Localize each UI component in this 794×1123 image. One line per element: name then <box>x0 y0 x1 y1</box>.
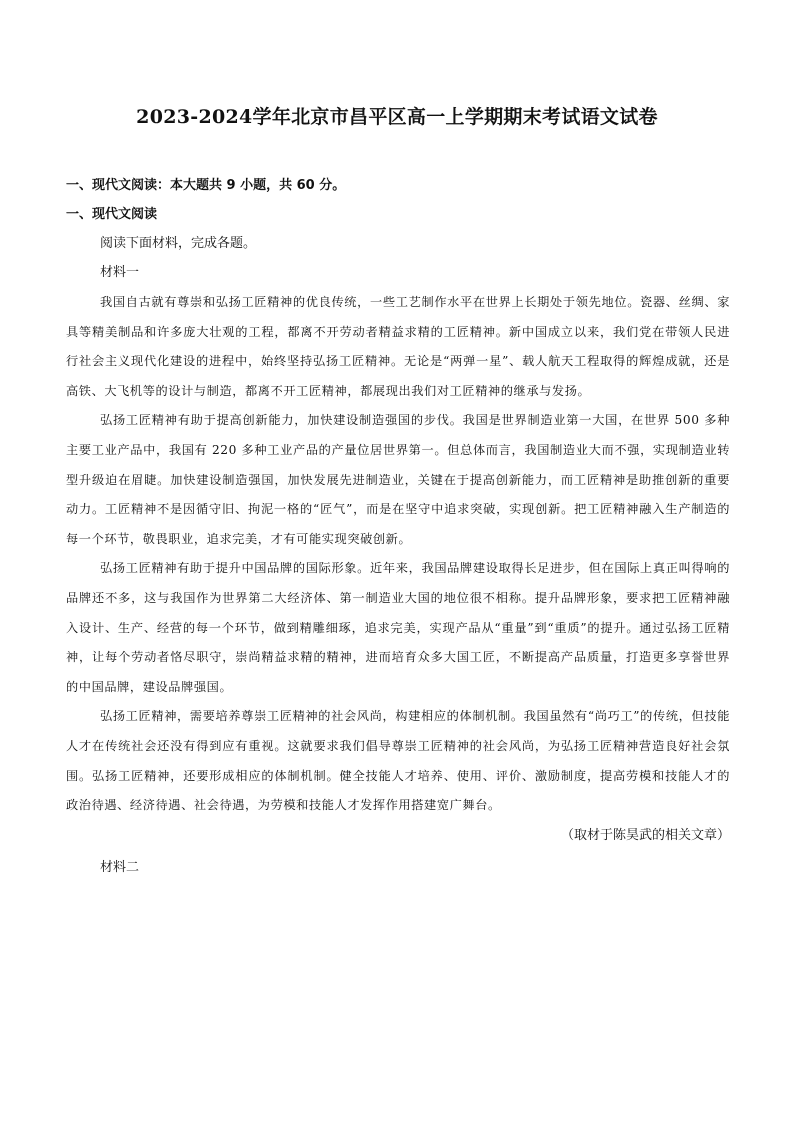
material-one-label: 材料一 <box>100 265 140 280</box>
paragraph: 我国自古就有尊崇和弘扬工匠精神的优良传统，一些工艺制作水平在世界上长期处于领先地位。瓷器、丝绸、家具等精美制品和许多庞大壮观的工程，都离不开劳动者精益求精的工匠精神。新中国成立以来，我们党在带领人民进行社会主义现代化建设的进程中，始终坚持弘扬工匠精神。无论是“两弹一星”、载人航天工程取得的辉煌成就，还是高铁、大飞机等的设计与制造，都离不开工匠精神，都展现出我们对工匠精神的继承与发扬。 <box>66 295 730 398</box>
paragraph: 弘扬工匠精神有助于提高创新能力，加快建设制造强国的步伐。我国是世界制造业第一大国，在世界 500 多种主要工业产品中，我国有 220 多种工业产品的产量位居世界第一。但总体而言，我国制造业大而不强，实现制造业转型升级迫在眉睫。加快建设制造强国，加快发展先进制造业，关键在于提高创新能力，而工匠精神是助推创新的重要动力。工匠精神不是因循守旧、拘泥一格的“匠气”，而是在坚守中追求突破，实现创新。把工匠精神融入生产制造的每一个环节，敬畏职业，追求完美，才有可能实现突破创新。 <box>66 413 730 546</box>
document-body <box>66 176 730 878</box>
reading-instruction: 阅读下面材料，完成各题。 <box>100 236 257 251</box>
subsection-heading: 一、现代文阅读 <box>66 207 158 222</box>
document-title: 2023-2024学年北京市昌平区高一上学期期末考试语文试卷 <box>136 106 658 128</box>
source-note: （取材于陈昊武的相关文章） <box>560 827 730 843</box>
paragraph: 弘扬工匠精神，需要培养尊崇工匠精神的社会风尚，构建相应的体制机制。我国虽然有“尚巧工”的传统，但技能人才在传统社会还没有得到应有重视。这就要求我们倡导尊崇工匠精神的社会风尚，为弘扬工匠精神营造良好社会氛围。弘扬工匠精神，还要形成相应的体制机制。健全技能人才培养、使用、评价、激励制度，提高劳模和技能人才的政治待遇、经济待遇、社会待遇，为劳模和技能人才发挥作用搭建宽广舞台。 <box>66 709 730 813</box>
paragraph: 弘扬工匠精神有助于提升中国品牌的国际形象。近年来，我国品牌建设取得长足进步，但在国际上真正叫得响的品牌还不多，这与我国作为世界第二大经济体、第一制造业大国的地位很不相称。提升品牌形象，要求把工匠精神融入设计、生产、经营的每一个环节，做到精雕细琢，追求完美，实现产品从“重量”到“重质”的提升。通过弘扬工匠精神，让每个劳动者恪尽职守，崇尚精益求精的精神，进而培育众多大国工匠，不断提高产品质量，打造更多享誉世界的中国品牌，建设品牌强国。 <box>66 561 730 694</box>
material-two-label: 材料二 <box>100 859 140 875</box>
section-heading: 一、现代文阅读：本大题共 9 小题，共 60 分。 <box>66 178 346 193</box>
